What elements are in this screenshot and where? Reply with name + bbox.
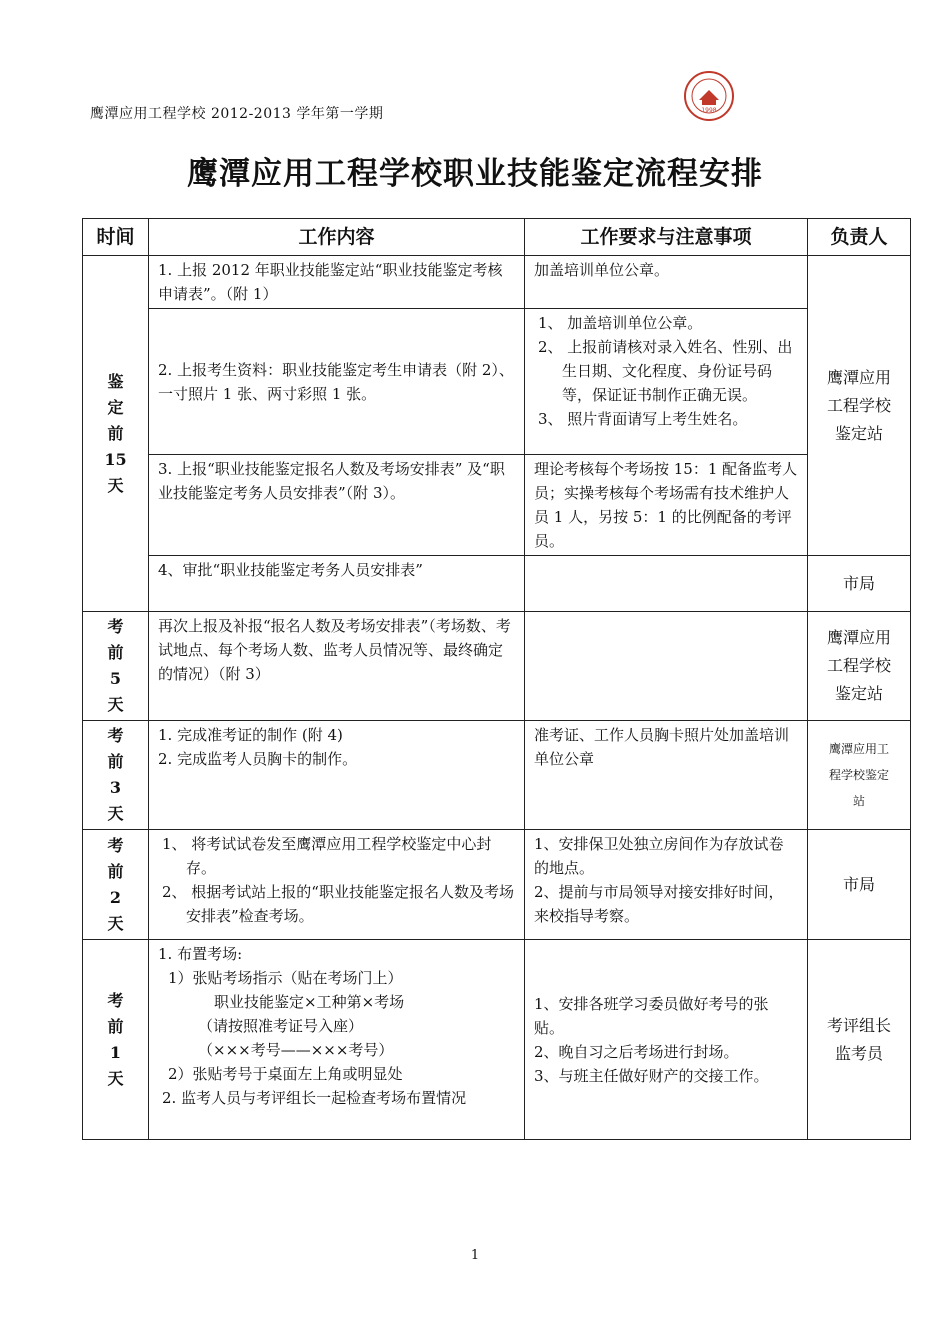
table-row [83, 309, 911, 455]
resp-cell: 鹰潭应用工 程学校鉴定 站 [808, 721, 911, 830]
page-title: 鹰潭应用工程学校职业技能鉴定流程安排 [187, 156, 763, 192]
header-school-term: 鹰潭应用工程学校 2012-2013 学年第一学期 [90, 106, 384, 122]
time-cell-2days: 考 前 2 天 [83, 830, 149, 940]
time-cell-1day: 考 前 1 天 [83, 940, 149, 1140]
time-cell-15days: 鉴 定 前 15 天 [83, 256, 149, 612]
notes-cell: 1、 加盖培训单位公章。 2、 上报前请核对录入姓名、性别、出生日期、文化程度、身份证号码等，保证证书制作正确无误。 3、 照片背面请写上考生姓名。 [525, 309, 808, 455]
content-cell: 再次上报及补报“报名人数及考场安排表”（考场数、考试地点、每个考场人数、监考人员情况等、最终确定的情况）（附 3） [149, 612, 525, 721]
notes-cell: 加盖培训单位公章。 [525, 256, 808, 309]
col-header-notes: 工作要求与注意事项 [525, 219, 808, 256]
table-row [83, 556, 911, 612]
svg-text:1998: 1998 [701, 107, 717, 114]
content-cell: 1. 上报 2012 年职业技能鉴定站“职业技能鉴定考核申请表”。（附 1） [149, 256, 525, 309]
resp-cell: 市局 [808, 556, 911, 612]
content-cell: 4、审批“职业技能鉴定考务人员安排表” [149, 556, 525, 612]
content-cell: 1. 完成准考证的制作 (附 4) 2. 完成监考人员胸卡的制作。 [149, 721, 525, 830]
table-header-row [83, 219, 911, 256]
col-header-time: 时间 [83, 219, 149, 256]
notes-cell: 理论考核每个考场按 15：1 配备监考人员；实操考核每个考场需有技术维护人员 1 人，另按 5：1 的比例配备的考评员。 [525, 455, 808, 556]
time-cell-5days: 考 前 5 天 [83, 612, 149, 721]
resp-cell: 市局 [808, 830, 911, 940]
school-logo-icon [683, 70, 735, 122]
table-row [83, 721, 911, 830]
notes-cell [525, 612, 808, 721]
page-number: 1 [470, 1248, 480, 1263]
content-cell: 1、 将考试试卷发至鹰潭应用工程学校鉴定中心封存。 2、 根据考试站上报的“职业技能鉴定报名人数及考场安排表”检查考场。 [149, 830, 525, 940]
time-cell-3days: 考 前 3 天 [83, 721, 149, 830]
table-row [83, 612, 911, 721]
table-row [83, 830, 911, 940]
schedule-table [82, 218, 911, 1140]
content-cell: 1. 布置考场: 1）张贴考场指示（贴在考场门上） 职业技能鉴定×工种第×考场 （请按照准考证号入座） （×××考号——×××考号） 2）张贴考号于桌面左上角或明显处 2. 监考人员与考评组长一起检查考场布置情况 [149, 940, 525, 1140]
table-row [83, 455, 911, 556]
notes-cell [525, 556, 808, 612]
notes-cell: 1、安排保卫处独立房间作为存放试卷的地点。 2、提前与市局领导对接安排好时间，来校指导考察。 [525, 830, 808, 940]
col-header-resp: 负责人 [808, 219, 911, 256]
content-cell: 3. 上报“职业技能鉴定报名人数及考场安排表” 及“职业技能鉴定考务人员安排表”（附 3）。 [149, 455, 525, 556]
notes-cell: 1、安排各班学习委员做好考号的张贴。 2、晚自习之后考场进行封场。 3、与班主任做好财产的交接工作。 [525, 940, 808, 1140]
table-row [83, 940, 911, 1140]
resp-cell: 鹰潭应用 工程学校 鉴定站 [808, 612, 911, 721]
notes-cell: 准考证、工作人员胸卡照片处加盖培训单位公章 [525, 721, 808, 830]
content-cell: 2. 上报考生资料：职业技能鉴定考生申请表（附 2）、一寸照片 1 张、两寸彩照 1 张。 [149, 309, 525, 455]
resp-cell: 鹰潭应用 工程学校 鉴定站 [808, 256, 911, 556]
col-header-content: 工作内容 [149, 219, 525, 256]
table-row [83, 256, 911, 309]
resp-cell: 考评组长 监考员 [808, 940, 911, 1140]
